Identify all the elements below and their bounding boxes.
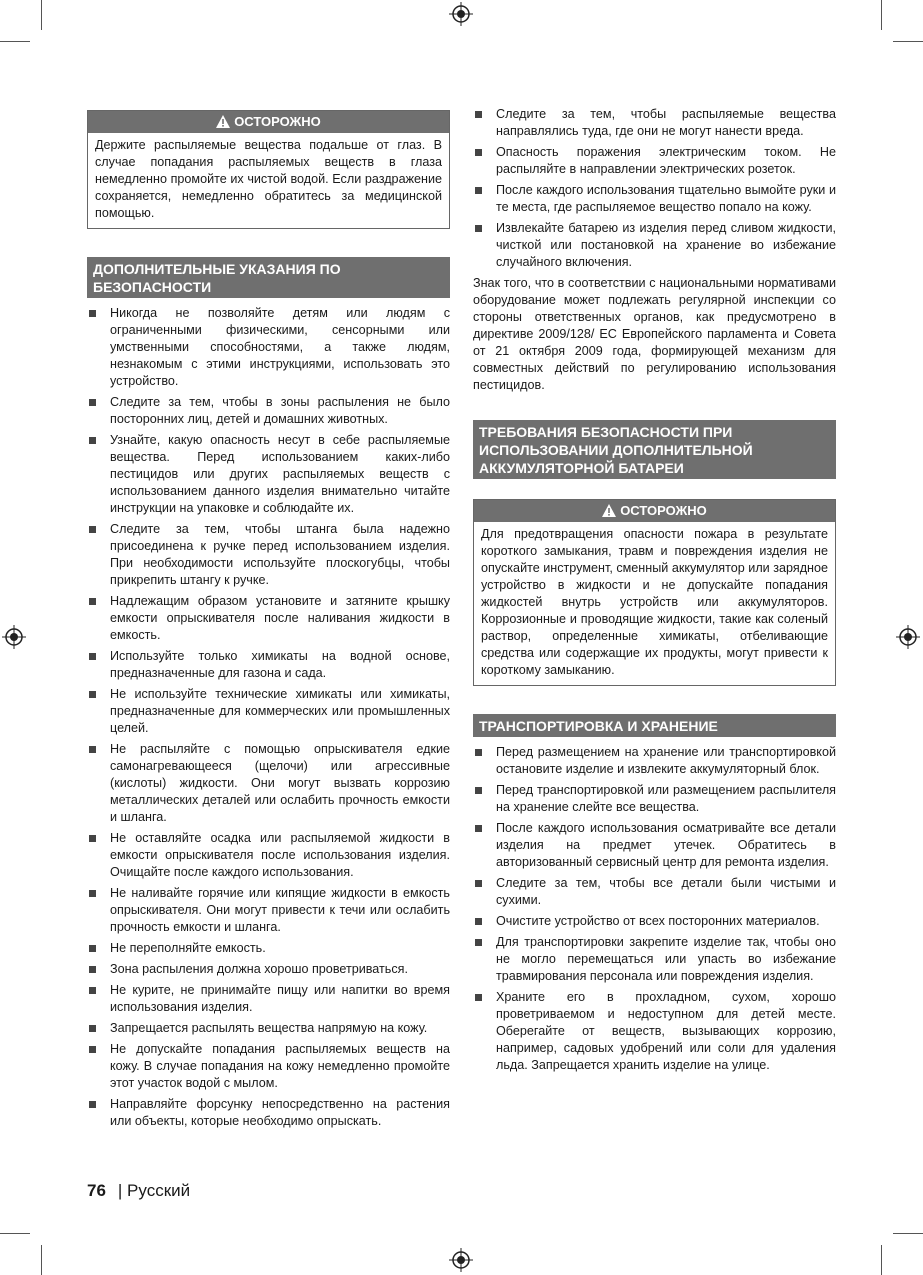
- warning-box: [87, 110, 450, 229]
- bullet-icon: [475, 918, 482, 925]
- list-item: Зона распыления должна хорошо проветриваться.: [87, 961, 450, 978]
- warning-header: [474, 500, 835, 522]
- bullet-icon: [89, 1101, 96, 1108]
- crop-mark: [881, 0, 882, 30]
- registration-mark-icon: [449, 2, 473, 26]
- bullet-icon: [89, 835, 96, 842]
- registration-mark-icon: [449, 1248, 473, 1272]
- bullet-icon: [89, 746, 96, 753]
- list-item: Извлекайте батарею из изделия перед сливом жидкости, чисткой или постановкой на хранение во избежание случайного включения.: [473, 220, 836, 271]
- list-item: Направляйте форсунку непосредственно на растения или объекты, которые необходимо опрыскать.: [87, 1096, 450, 1130]
- list-item: Не распыляйте с помощью опрыскивателя едкие самонагревающееся (щелочи) или агрессивные (кислоты) жидкости. Они могут вызвать коррозию металлических деталей или ослабить прочность емкости и шланга.: [87, 741, 450, 826]
- warning-title: ОСТОРОЖНО: [620, 503, 707, 518]
- list-item: Следите за тем, чтобы штанга была надежно присоединена к ручке перед использованием изделия. При необходимости используйте плоскогубцы, чтобы прикрепить штангу к ручке.: [87, 521, 450, 589]
- bullet-icon: [89, 966, 96, 973]
- left-column: [87, 110, 450, 1134]
- list-item: После каждого использования тщательно вымойте руки и те места, где распыляемое вещество попало на кожу.: [473, 182, 836, 216]
- list-item: Следите за тем, чтобы в зоны распыления не было посторонних лиц, детей и домашних животных.: [87, 394, 450, 428]
- transport-storage-list: [473, 744, 836, 1074]
- right-column: [473, 106, 836, 1078]
- bullet-icon: [89, 526, 96, 533]
- list-item: Не курите, не принимайте пищу или напитки во время использования изделия.: [87, 982, 450, 1016]
- section-title-additional-safety: ДОПОЛНИТЕЛЬНЫЕ УКАЗАНИЯ ПО БЕЗОПАСНОСТИ: [87, 257, 450, 298]
- bullet-icon: [475, 994, 482, 1001]
- list-item: Опасность поражения электрическим током. Не распыляйте в направлении электрических розеток.: [473, 144, 836, 178]
- list-item: Храните его в прохладном, сухом, хорошо проветриваемом и недоступном для детей месте. Оберегайте от веществ, вызывающих коррозию, например, садовых удобрений или соли для удаления льда. Запрещается хранить изделие на улице.: [473, 989, 836, 1074]
- list-item: Не допускайте попадания распыляемых веществ на кожу. В случае попадания на кожу немедленно промойте этот участок водой с мылом.: [87, 1041, 450, 1092]
- crop-mark: [893, 41, 923, 42]
- bullet-icon: [89, 598, 96, 605]
- list-item: Следите за тем, чтобы все детали были чистыми и сухими.: [473, 875, 836, 909]
- additional-safety-list: [87, 305, 450, 1130]
- list-item: Не оставляйте осадка или распыляемой жидкости в емкости опрыскивателя после использования изделия. Очищайте после каждого использования.: [87, 830, 450, 881]
- bullet-icon: [89, 437, 96, 444]
- section-title-battery-safety: ТРЕБОВАНИЯ БЕЗОПАСНОСТИ ПРИ ИСПОЛЬЗОВАНИИ ДОПОЛНИТЕЛЬНОЙ АККУМУЛЯТОРНОЙ БАТАРЕИ: [473, 420, 836, 479]
- crop-mark: [893, 1233, 923, 1234]
- bullet-icon: [89, 310, 96, 317]
- bullet-icon: [89, 399, 96, 406]
- bullet-icon: [475, 880, 482, 887]
- warning-box: [473, 499, 836, 686]
- bullet-icon: [475, 111, 482, 118]
- list-item: Не наливайте горячие или кипящие жидкости в емкость опрыскивателя. Они могут привести к течи или ослабить прочность емкости и шланга.: [87, 885, 450, 936]
- registration-mark-icon: [896, 625, 920, 649]
- bullet-icon: [89, 987, 96, 994]
- page-footer: [87, 1181, 190, 1201]
- crop-mark: [881, 1245, 882, 1275]
- list-item: Используйте только химикаты на водной основе, предназначенные для газона и сада.: [87, 648, 450, 682]
- section-title-transport-storage: ТРАНСПОРТИРОВКА И ХРАНЕНИЕ: [473, 714, 836, 737]
- list-item: Перед размещением на хранение или транспортировкой остановите изделие и извлеките аккумуляторный блок.: [473, 744, 836, 778]
- bullet-icon: [475, 187, 482, 194]
- bullet-icon: [89, 1046, 96, 1053]
- crop-mark: [41, 1245, 42, 1275]
- regulation-paragraph: Знак того, что в соответствии с национальными нормативами оборудование может подлежать регулярной инспекции со стороны ответственных органов, как предусмотрено в директиве 2009/128/ ЕС Европейского парламента и Совета от 21 октября 2009 года, формирующей механизм для совместных действий по регулированию использования пестицидов.: [473, 276, 836, 392]
- crop-mark: [0, 1233, 30, 1234]
- list-item: Для транспортировки закрепите изделие так, чтобы оно не могло перемещаться или упасть во избежание травмирования персонала или повреждения изделия.: [473, 934, 836, 985]
- list-item: Запрещается распылять вещества напрямую на кожу.: [87, 1020, 450, 1037]
- list-item: После каждого использования осматривайте все детали изделия на предмет утечек. Обратитесь в авторизованный сервисный центр для ремонта изделия.: [473, 820, 836, 871]
- list-item: Не переполняйте емкость.: [87, 940, 450, 957]
- list-item: Надлежащим образом установите и затяните крышку емкости опрыскивателя после наливания жидкости в емкость.: [87, 593, 450, 644]
- bullet-icon: [89, 653, 96, 660]
- list-item: Перед транспортировкой или размещением распылителя на хранение слейте все вещества.: [473, 782, 836, 816]
- warning-text: Держите распыляемые вещества подальше от глаз. В случае попадания распыляемых веществ в глаза немедленно промойте их чистой водой. Если раздражение сохраняется, немедленно обратитесь за медицинской помощью.: [95, 138, 442, 220]
- bullet-icon: [89, 945, 96, 952]
- registration-mark-icon: [2, 625, 26, 649]
- bullet-icon: [475, 149, 482, 156]
- crop-mark: [41, 0, 42, 30]
- footer-language: | Русский: [117, 1181, 191, 1200]
- list-item: Никогда не позволяйте детям или людям с ограниченными физическими, сенсорными или умственными способностями, а также людям, незнакомым с этими инструкциями, использовать это устройство.: [87, 305, 450, 390]
- bullet-icon: [475, 749, 482, 756]
- list-item: Очистите устройство от всех посторонних материалов.: [473, 913, 836, 930]
- list-item: Следите за тем, чтобы распыляемые вещества направлялись туда, где они не могут нанести вреда.: [473, 106, 836, 140]
- warning-text: Для предотвращения опасности пожара в результате короткого замыкания, травм и повреждения изделия не опускайте инструмент, сменный аккумулятор или зарядное устройство в жидкости и не допускайте попадания жидкостей внутрь устройств или аккумуляторов. Коррозионные и проводящие жидкости, такие как соленый раствор, определенные химикаты, отбеливающие средства или содержащие их продукты, могут привести к короткому замыканию.: [481, 527, 828, 677]
- bullet-icon: [475, 825, 482, 832]
- bullet-icon: [89, 1025, 96, 1032]
- warning-triangle-icon: [602, 504, 616, 517]
- spray-safety-list: [473, 106, 836, 271]
- list-item: Не используйте технические химикаты или химикаты, предназначенные для коммерческих или промышленных целей.: [87, 686, 450, 737]
- bullet-icon: [89, 691, 96, 698]
- bullet-icon: [475, 225, 482, 232]
- bullet-icon: [475, 939, 482, 946]
- bullet-icon: [475, 787, 482, 794]
- list-item: Узнайте, какую опасность несут в себе распыляемые вещества. Перед использованием каких-либо пестицидов или других распыляемых веществ с использованием данного изделия внимательно читайте инструкции на упаковке и соблюдайте их.: [87, 432, 450, 517]
- warning-header: [88, 111, 449, 133]
- warning-triangle-icon: [216, 115, 230, 128]
- warning-title: ОСТОРОЖНО: [234, 114, 321, 129]
- bullet-icon: [89, 890, 96, 897]
- page-number: 76: [87, 1181, 106, 1200]
- crop-mark: [0, 41, 30, 42]
